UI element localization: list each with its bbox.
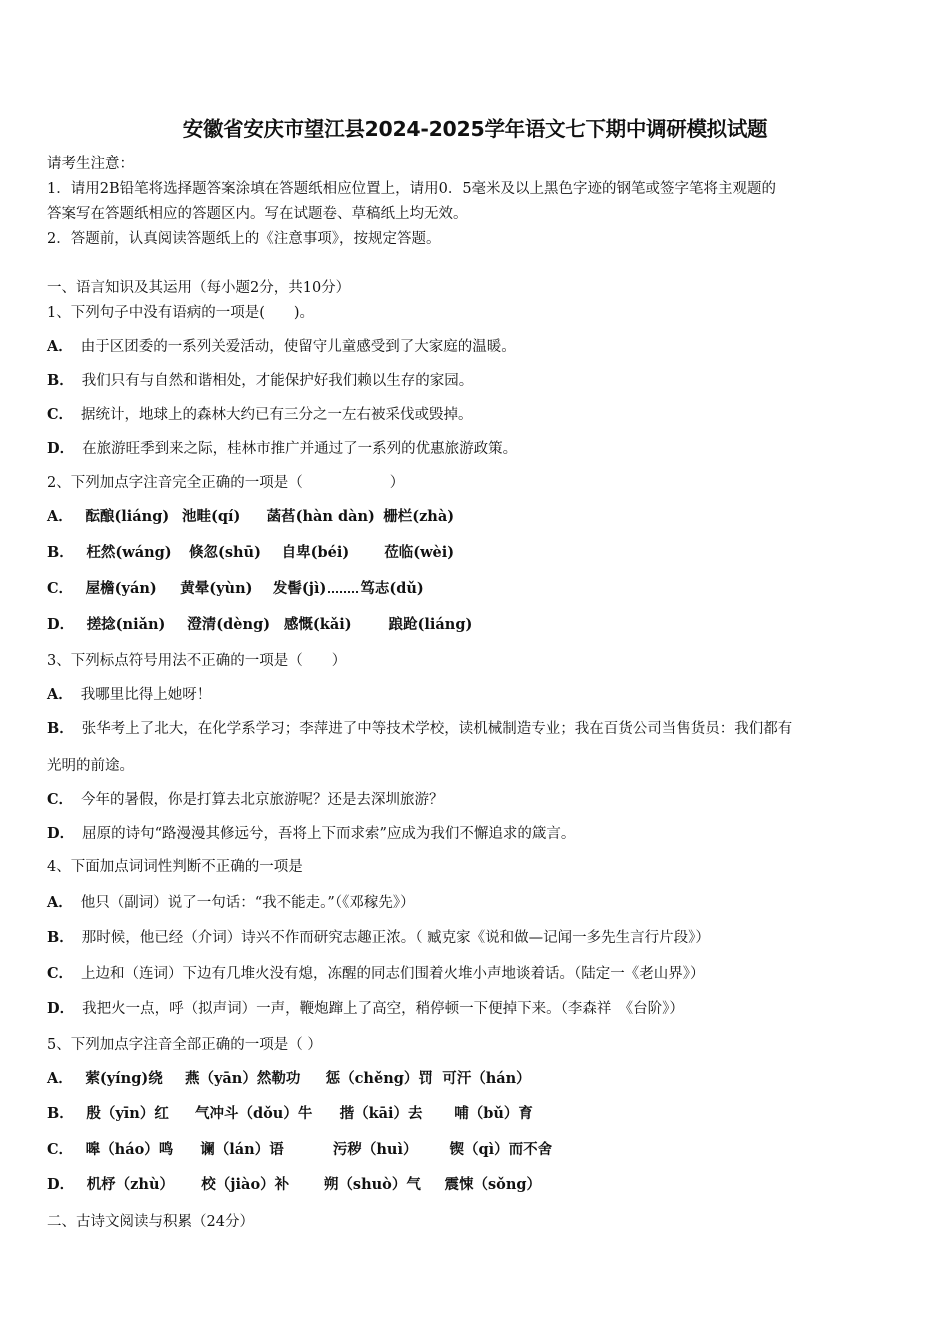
pinyin-item: 栅栏(zhà) — [383, 508, 455, 525]
q4-stem: 4、下面加点词词性判断不正确的一项是 — [47, 859, 303, 875]
option-label: A． — [47, 338, 73, 355]
option-label: B． — [47, 720, 74, 737]
q1-option-b — [47, 369, 473, 390]
section-2-heading: 二、古诗文阅读与积累（24分） — [47, 1214, 254, 1230]
q3-option-a — [47, 683, 211, 704]
notice-line-1a: 1．请用2B铅笔将选择题答案涂填在答题纸相应位置上，请用0．5毫米及以上黑色字迹的钢笔或签字笔将主观题的 — [47, 181, 777, 197]
pinyin-item: 嗥（háo）鸣 — [85, 1141, 174, 1158]
option-label: B． — [47, 372, 74, 389]
q1-option-c — [47, 403, 473, 424]
pinyin-item: 感慨(kǎi) — [283, 616, 352, 633]
option-label: D． — [47, 1000, 75, 1017]
notice-heading: 请考生注意： — [47, 156, 134, 172]
q5-option-d — [47, 1173, 541, 1194]
q1-stem: 1、下列句子中没有语病的一项是( )。 — [47, 305, 315, 321]
pinyin-item: 莅临(wèi) — [384, 544, 455, 561]
option-label: B． — [47, 544, 74, 561]
q5-option-c — [47, 1138, 552, 1159]
q4-option-c — [47, 962, 705, 983]
pinyin-item: 酝酿(liáng) — [85, 508, 170, 525]
pinyin-item: 澄清(dèng) — [187, 616, 271, 633]
option-label: A． — [47, 508, 73, 525]
option-label: D． — [47, 616, 75, 633]
q4-option-b — [47, 926, 710, 947]
option-text: 张华考上了北大，在化学系学习；李萍进了中等技术学校，读机械制造专业；我在百货公司当售货员：我们都有 — [81, 721, 793, 737]
pinyin-item: 笃志(dǔ) — [360, 580, 424, 597]
option-text: 我哪里比得上她呀！ — [80, 687, 212, 703]
pinyin-item: 可汗（hán） — [442, 1070, 531, 1087]
option-label: A． — [47, 1070, 73, 1087]
pinyin-item: 枉然(wáng) — [86, 544, 172, 561]
option-text: 我们只有与自然和谐相处，才能保护好我们赖以生存的家园。 — [81, 373, 474, 389]
option-text: 我把火一点，呼（拟声词）一声，鞭炮蹿上了高空，稍停顿一下便掉下来。（李森祥 《台阶》） — [82, 1001, 684, 1017]
pinyin-item: 踉跄(liáng) — [388, 616, 473, 633]
q3-option-b-cont: 光明的前途。 — [47, 758, 134, 774]
pinyin-item: 哺（bǔ）育 — [454, 1105, 533, 1122]
option-label: C． — [47, 406, 74, 423]
option-label: A． — [47, 686, 73, 703]
q2-option-d — [47, 613, 472, 634]
option-label: B． — [47, 929, 74, 946]
q3-option-c — [47, 788, 444, 809]
pinyin-item: 菡萏(hàn dàn) — [266, 508, 375, 525]
pinyin-item: 萦(yíng)绕 — [85, 1070, 163, 1087]
option-text: 屈原的诗句“路漫漫其修远兮，吾将上下而求索”应成为我们不懈追求的箴言。 — [82, 826, 576, 842]
option-text: 由于区团委的一系列关爱活动，使留守儿童感受到了大家庭的温暖。 — [80, 339, 516, 355]
q4-option-a — [47, 891, 415, 912]
pinyin-item: 机杼（zhù） — [86, 1176, 175, 1193]
pinyin-item: 自卑(béi) — [281, 544, 350, 561]
page-title: 安徽省安庆市望江县2024-2025学年语文七下期中调研模拟试题 — [182, 117, 768, 141]
section-1-heading: 一、语言知识及其运用（每小题2分，共10分） — [47, 280, 351, 296]
option-text: 上边和（连词）下边有几堆火没有熄，冻醒的同志们围着火堆小声地谈着话。（陆定一《老山界》） — [81, 966, 705, 982]
pinyin-item: 惩（chěng）罚 — [325, 1070, 433, 1087]
option-label: D． — [47, 1176, 75, 1193]
pinyin-item: 朔（shuò）气 — [323, 1176, 421, 1193]
q1-option-d — [47, 437, 517, 458]
option-label: C． — [47, 791, 74, 808]
pinyin-item: 燕（yān）然勒功 — [184, 1070, 301, 1087]
pinyin-item: 校（jiào）补 — [201, 1176, 290, 1193]
pinyin-item: 污秽（huì） — [332, 1141, 418, 1158]
option-label: A． — [47, 894, 73, 911]
pinyin-item: 池畦(qí) — [181, 508, 241, 525]
pinyin-item: 谰（lán）语 — [200, 1141, 284, 1158]
option-text: 在旅游旺季到来之际，桂林市推广并通过了一系列的优惠旅游政策。 — [82, 441, 518, 457]
pinyin-item: 锲（qì）而不舍 — [449, 1141, 553, 1158]
q2-stem: 2、下列加点字注音完全正确的一项是（ ） — [47, 475, 405, 491]
q1-option-a — [47, 335, 516, 356]
pinyin-item: 揩（kāi）去 — [339, 1105, 423, 1122]
pinyin-item: 震悚（sǒng） — [444, 1176, 542, 1193]
option-label: D． — [47, 825, 75, 842]
pinyin-item: 黄晕(yùn) — [180, 580, 253, 597]
option-label: C． — [47, 580, 74, 597]
q2-option-c — [47, 577, 424, 598]
q3-stem: 3、下列标点符号用法不正确的一项是（ ） — [47, 653, 347, 669]
q5-option-b — [47, 1102, 533, 1123]
q2-option-a — [47, 505, 454, 526]
option-text: 今年的暑假，你是打算去北京旅游呢？还是去深圳旅游？ — [81, 792, 444, 808]
q4-option-d — [47, 997, 684, 1018]
pinyin-item: 殷（yīn）红 — [86, 1105, 169, 1122]
q5-option-a — [47, 1067, 531, 1088]
pinyin-item: 屋檐(yán) — [85, 580, 157, 597]
pinyin-item: 搓捻(niǎn) — [86, 616, 166, 633]
option-text: 他只（副词）说了一句话：“我不能走。”（《邓稼先》） — [80, 895, 415, 911]
q5-stem: 5、下列加点字注音全部正确的一项是（ ） — [47, 1037, 322, 1053]
option-label: D． — [47, 440, 75, 457]
option-label: B． — [47, 1105, 74, 1122]
option-label: C． — [47, 965, 74, 982]
option-label: C． — [47, 1141, 74, 1158]
notice-line-1b: 答案写在答题纸相应的答题区内。写在试题卷、草稿纸上均无效。 — [47, 206, 468, 222]
emphasis-dots — [328, 581, 358, 593]
q3-option-b — [47, 717, 792, 738]
pinyin-item: 倏忽(shū) — [188, 544, 261, 561]
q3-option-d — [47, 822, 575, 843]
option-text: 那时候，他已经（介词）诗兴不作而研究志趣正浓。（ 臧克家《说和做—记闻一多先生言行片段》） — [81, 930, 710, 946]
pinyin-item: 气冲斗（dǒu）牛 — [194, 1105, 313, 1122]
q2-option-b — [47, 541, 454, 562]
notice-line-2: 2．答题前，认真阅读答题纸上的《注意事项》，按规定答题。 — [47, 231, 441, 247]
option-text: 据统计，地球上的森林大约已有三分之一左右被采伐或毁掉。 — [81, 407, 473, 423]
pinyin-item: 发髻(jì) — [272, 580, 327, 597]
